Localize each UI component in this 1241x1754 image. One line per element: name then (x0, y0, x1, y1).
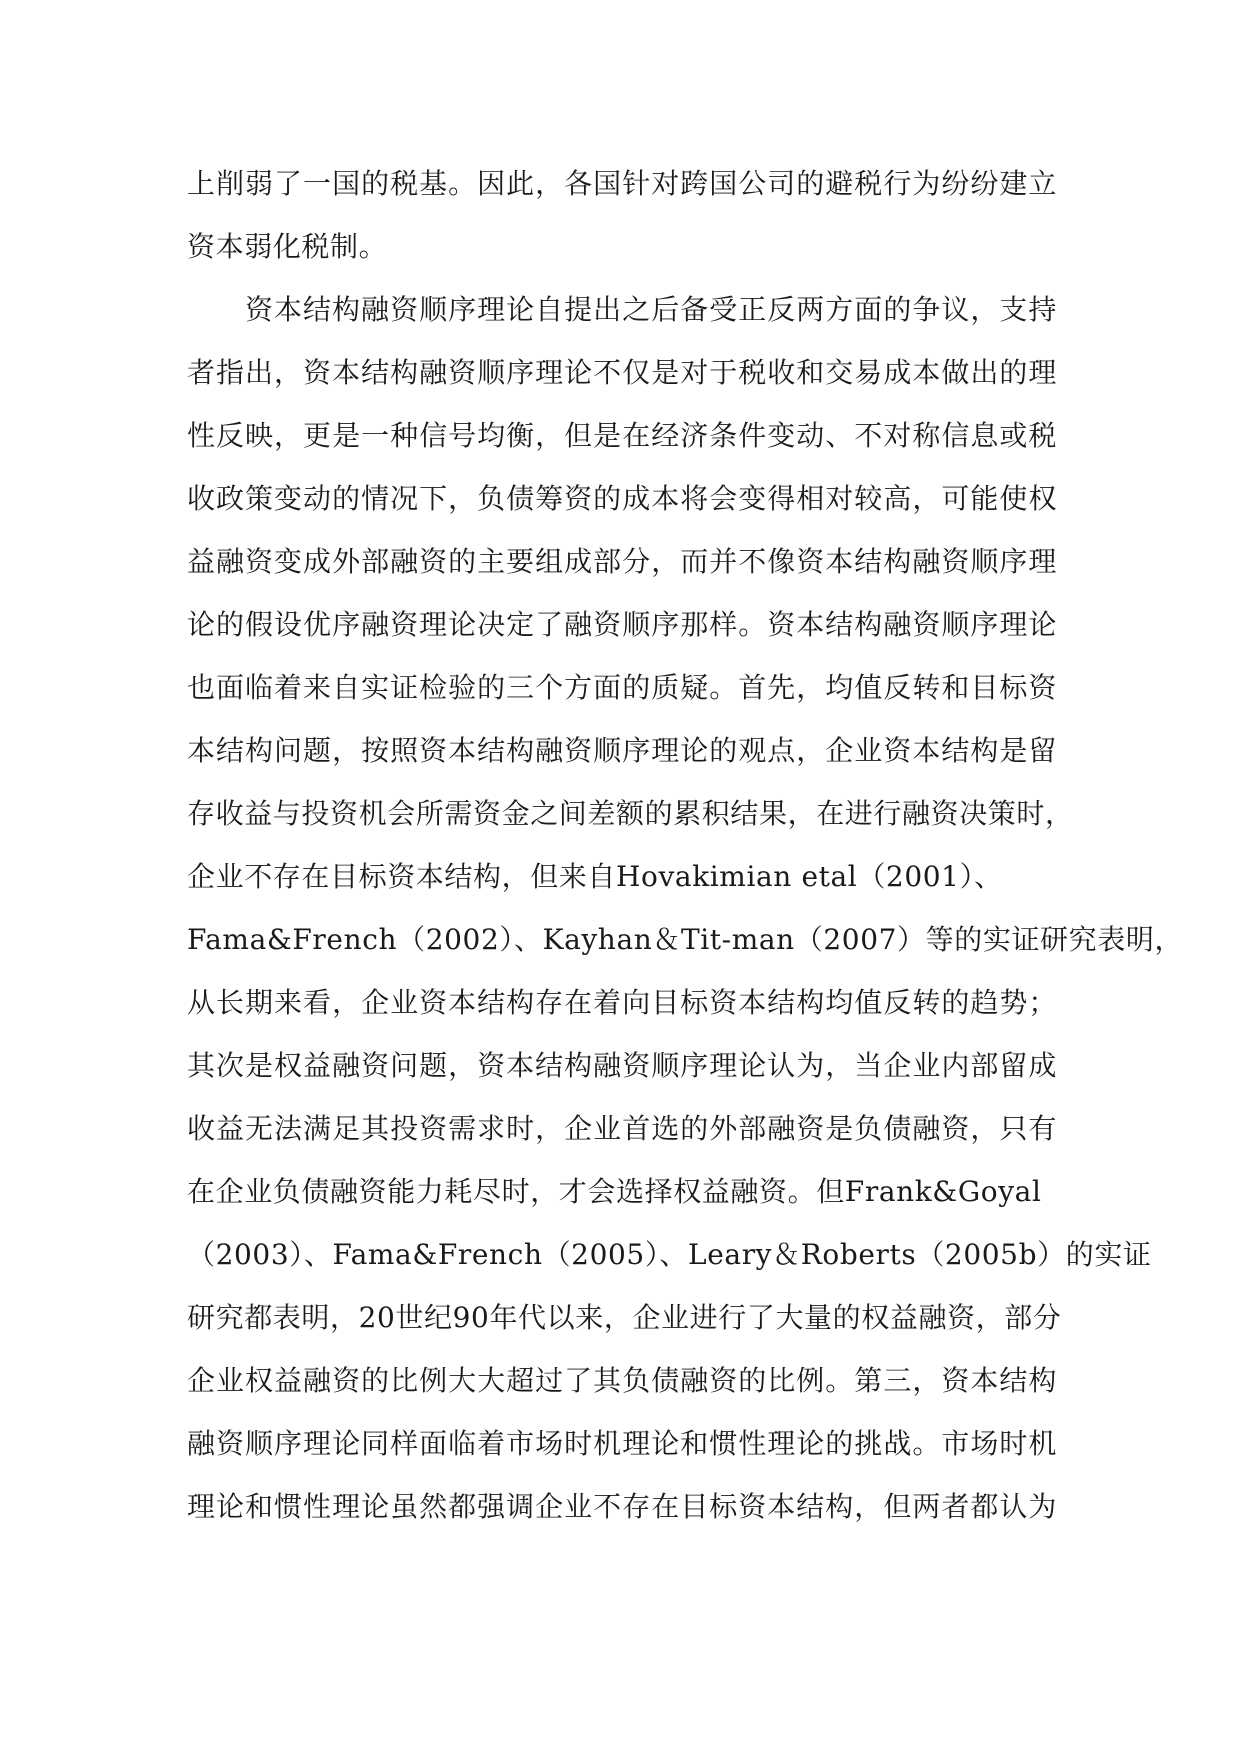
text-line: 者指出，资本结构融资顺序理论不仅是对于税收和交易成本做出的理 (187, 356, 1057, 389)
text-line: 也面临着来自实证检验的三个方面的质疑。首先，均值反转和目标资 (187, 671, 1057, 704)
text-line: 在企业负债融资能力耗尽时，才会选择权益融资。但Frank&Goyal (187, 1175, 1042, 1208)
text-line: 收益无法满足其投资需求时，企业首选的外部融资是负债融资，只有 (187, 1112, 1057, 1145)
text-line: 企业不存在目标资本结构，但来自Hovakimian etal（2001）、 (187, 860, 1003, 893)
text-line: 本结构问题，按照资本结构融资顺序理论的观点，企业资本结构是留 (187, 734, 1057, 767)
text-line: Fama&French（2002）、Kayhan＆Tit-man（2007）等的实证研究表明， (187, 923, 1184, 956)
text-line: 从长期来看，企业资本结构存在着向目标资本结构均值反转的趋势； (187, 986, 1057, 1019)
text-line: （2003）、Fama&French（2005）、Leary＆Roberts（2005b）的实证 (187, 1238, 1152, 1271)
text-line: 性反映，更是一种信号均衡，但是在经济条件变动、不对称信息或税 (187, 419, 1057, 452)
text-line: 资本弱化税制。 (187, 230, 388, 263)
text-line: 收政策变动的情况下，负债筹资的成本将会变得相对较高，可能使权 (187, 482, 1057, 515)
text-line: 企业权益融资的比例大大超过了其负债融资的比例。第三，资本结构 (187, 1364, 1057, 1397)
text-line: 资本结构融资顺序理论自提出之后备受正反两方面的争议，支持 (245, 293, 1057, 326)
text-line: 上削弱了一国的税基。因此，各国针对跨国公司的避税行为纷纷建立 (187, 167, 1057, 200)
text-line: 益融资变成外部融资的主要组成部分，而并不像资本结构融资顺序理 (187, 545, 1057, 578)
text-line: 理论和惯性理论虽然都强调企业不存在目标资本结构，但两者都认为 (187, 1490, 1057, 1523)
text-line: 其次是权益融资问题，资本结构融资顺序理论认为，当企业内部留成 (187, 1049, 1057, 1082)
text-line: 融资顺序理论同样面临着市场时机理论和惯性理论的挑战。市场时机 (187, 1427, 1057, 1460)
text-line: 论的假设优序融资理论决定了融资顺序那样。资本结构融资顺序理论 (187, 608, 1057, 641)
body-text (187, 152, 1184, 1538)
text-line: 存收益与投资机会所需资金之间差额的累积结果，在进行融资决策时， (187, 797, 1074, 830)
text-line: 研究都表明，20世纪90年代以来，企业进行了大量的权益融资，部分 (187, 1301, 1062, 1334)
